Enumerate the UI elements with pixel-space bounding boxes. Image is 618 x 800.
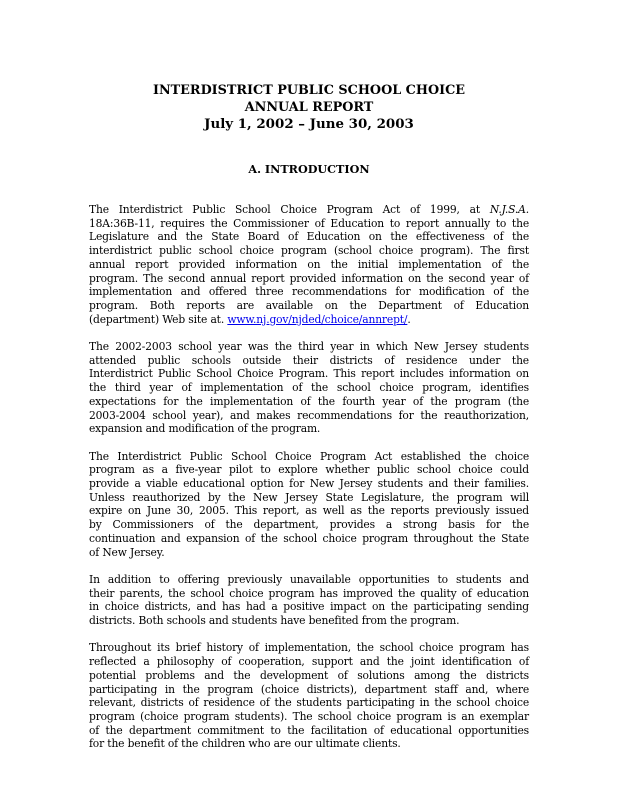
title-line-1: INTERDISTRICT PUBLIC SCHOOL CHOICE: [152, 83, 466, 98]
text-line: the third year of implementation of the school choice program, identifies: [89, 381, 529, 395]
text-line: reflected a philosophy of cooperation, support and the joint identification of: [89, 655, 529, 669]
text-line: interdistrict public school choice program (school choice program). The first: [89, 244, 529, 258]
paragraph-5: [89, 641, 529, 751]
paragraph-1: [89, 203, 529, 326]
annual-report-link[interactable]: www.nj.gov/njded/choice/annrept/: [227, 312, 408, 326]
text-segment: (department) Web site at.: [89, 312, 228, 326]
text-line: expectations for the implementation of the fourth year of the program (the: [89, 394, 529, 408]
title-line-2: ANNUAL REPORT: [244, 100, 374, 115]
text-line: expansion and modification of the program.: [89, 422, 321, 436]
text-line: Throughout its brief history of implementation, the school choice program has: [89, 641, 529, 655]
text-segment: .: [407, 312, 411, 326]
text-line: districts. Both schools and students have benefited from the program.: [89, 614, 460, 628]
text-segment: The Interdistrict Public School Choice Program Act of 1999, at: [89, 203, 490, 216]
text-line: In addition to offering previously unavailable opportunities to students and: [89, 572, 529, 586]
text-line: The 2002-2003 school year was the third year in which New Jersey students: [89, 340, 529, 354]
text-line: annual report provided information on the initial implementation of the: [89, 257, 529, 271]
text-line: participating in the program (choice districts), department staff and, where: [89, 682, 529, 696]
section-heading: A. INTRODUCTION: [248, 162, 370, 176]
text-line: program. The second annual report provided information on the second year of: [89, 271, 529, 285]
text-line: program as a five-year pilot to explore whether public school choice could: [89, 463, 529, 477]
text-line: Interdistrict Public School Choice Program. This report includes information on: [89, 367, 529, 381]
text-line: potential problems and the development of solutions among the districts: [89, 668, 529, 682]
text-line: program (choice program students). The school choice program is an exemplar: [89, 709, 529, 723]
text-line: Legislature and the State Board of Education on the effectiveness of the: [89, 230, 529, 244]
text-line: [89, 203, 529, 217]
text-line: in choice districts, and has had a positive impact on the participating sending: [89, 600, 529, 614]
text-line: program. Both reports are available on the Department of Education: [89, 298, 529, 312]
title-line-3: July 1, 2002 – June 30, 2003: [204, 116, 414, 132]
text-line: of the department commitment to the facilitation of educational opportunities: [89, 723, 529, 737]
report-title: [60, 82, 558, 133]
text-line: Unless reauthorized by the New Jersey State Legislature, the program will: [89, 490, 529, 504]
text-line: The Interdistrict Public School Choice Program Act established the choice: [89, 449, 529, 463]
paragraph-4: [89, 573, 529, 628]
text-line: 18A:36B-11, requires the Commissioner of Education to report annually to the: [89, 216, 529, 230]
paragraph-3: [89, 450, 529, 560]
text-line: relevant, districts of residence of the students participating in the school choice: [89, 696, 529, 710]
text-line: attended public schools outside their districts of residence under the: [89, 353, 529, 367]
text-line: provide a viable educational option for New Jersey students and their families.: [89, 477, 529, 491]
text-line: by Commissioners of the department, provides a strong basis for the: [89, 518, 529, 532]
text-line: continuation and expansion of the school choice program throughout the State: [89, 531, 529, 545]
text-line: for the benefit of the children who are our ultimate clients.: [89, 737, 401, 751]
body-text: [89, 203, 529, 765]
text-line: of New Jersey.: [89, 545, 165, 559]
paragraph-2: [89, 340, 529, 436]
statute-citation: N.J.S.A.: [489, 203, 529, 216]
text-line: their parents, the school choice program has improved the quality of education: [89, 586, 529, 600]
text-line: [89, 313, 529, 327]
text-line: 2003-2004 school year), and makes recommendations for the reauthorization,: [89, 408, 529, 422]
text-line: expire on June 30, 2005. This report, as well as the reports previously issued: [89, 504, 529, 518]
text-line: implementation and offered three recommendations for modification of the: [89, 285, 529, 299]
